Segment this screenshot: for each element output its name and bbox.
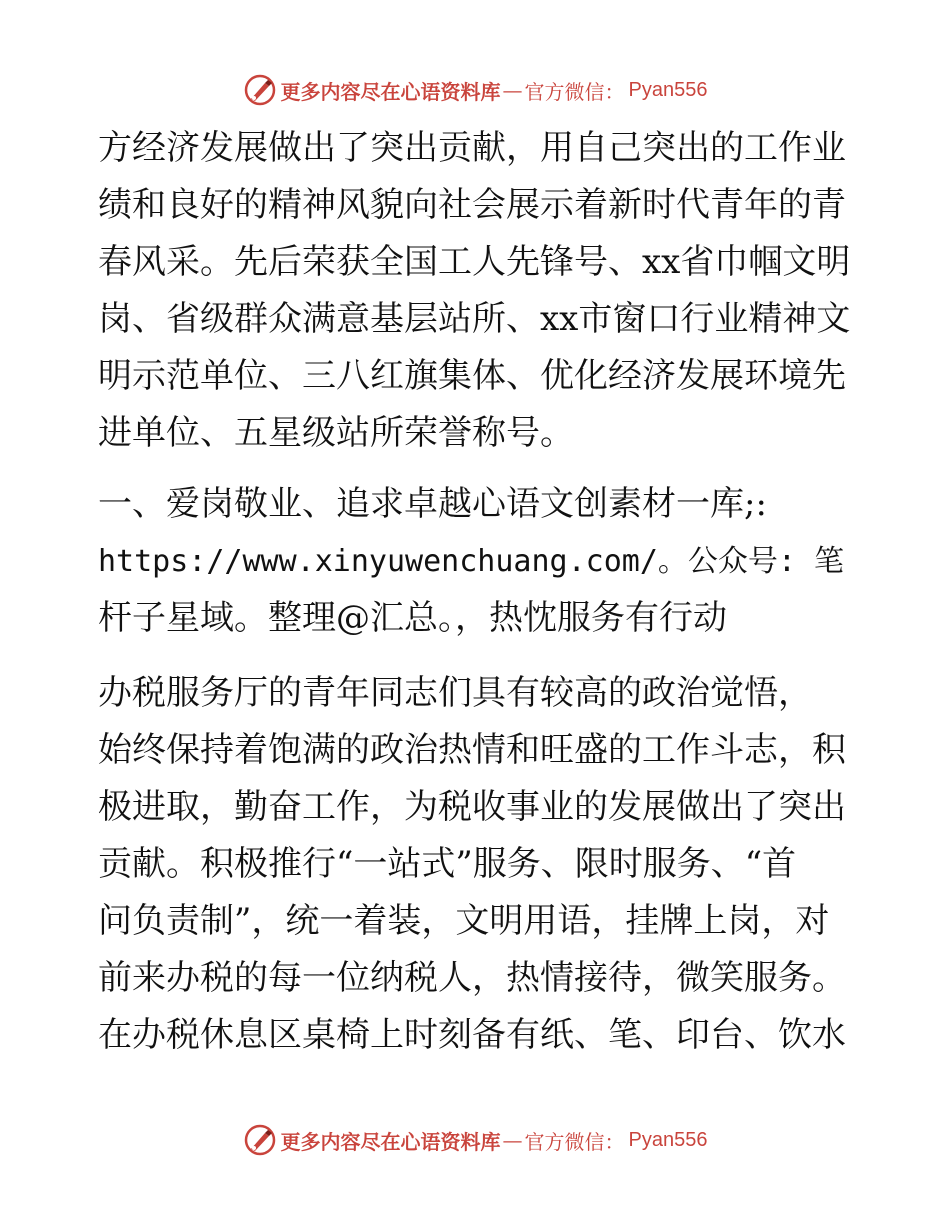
header-separator: — [502, 78, 523, 102]
header-wechat-account: Pyan556 [628, 78, 708, 101]
header-brand-text: 更多内容尽在心语资料库 [280, 79, 501, 104]
paragraph-3 [98, 665, 858, 1064]
text-line: 杆子星域。整理@汇总。，热忱服务有行动 [98, 598, 727, 638]
text-line: 绩和良好的精神风貌向社会展示着新时代青年的青 [98, 185, 846, 225]
text-line: 方经济发展做出了突出贡献，用自己突出的工作业 [98, 128, 846, 168]
footer-wechat-account: Pyan556 [628, 1128, 708, 1151]
footer-wechat-label: 官方微信： [524, 1129, 625, 1154]
paragraph-2 [98, 476, 858, 647]
paragraph-1 [98, 120, 858, 462]
pen-logo-icon [243, 1123, 277, 1157]
footer-banner [0, 1120, 950, 1160]
text-line: 一、爱岗敬业、追求卓越心语文创素材一库;: [98, 484, 767, 524]
text-line: 在办税休息区桌椅上时刻备有纸、笔、印台、饮水 [98, 1015, 846, 1055]
header-wechat-label: 官方微信： [524, 79, 625, 104]
footer-separator: — [502, 1128, 523, 1152]
text-line: 贡献。积极推行“一站式”服务、限时服务、“首 [98, 844, 797, 884]
document-body [98, 120, 858, 1064]
text-line: 明示范单位、三八红旗集体、优化经济发展环境先 [98, 356, 846, 396]
text-line: 极进取，勤奋工作，为税收事业的发展做出了突出 [98, 787, 846, 827]
text-line: 春风采。先后荣获全国工人先锋号、xx省巾帼文明 [98, 242, 851, 282]
url-line: https://www.xinyuwenchuang.com/。公众号: 笔 [98, 544, 845, 579]
footer-brand-text: 更多内容尽在心语资料库 [280, 1129, 501, 1154]
text-line: 办税服务厅的青年同志们具有较高的政治觉悟， [98, 673, 812, 713]
text-line: 岗、省级群众满意基层站所、xx市窗口行业精神文 [98, 299, 851, 339]
text-line: 始终保持着饱满的政治热情和旺盛的工作斗志，积 [98, 730, 846, 770]
text-line: 前来办税的每一位纳税人，热情接待，微笑服务。 [98, 958, 846, 998]
text-line: 问负责制”，统一着装，文明用语，挂牌上岗，对 [98, 901, 830, 941]
pen-logo-icon [243, 73, 277, 107]
text-line: 进单位、五星级站所荣誉称号。 [98, 413, 574, 453]
header-banner [0, 70, 950, 110]
